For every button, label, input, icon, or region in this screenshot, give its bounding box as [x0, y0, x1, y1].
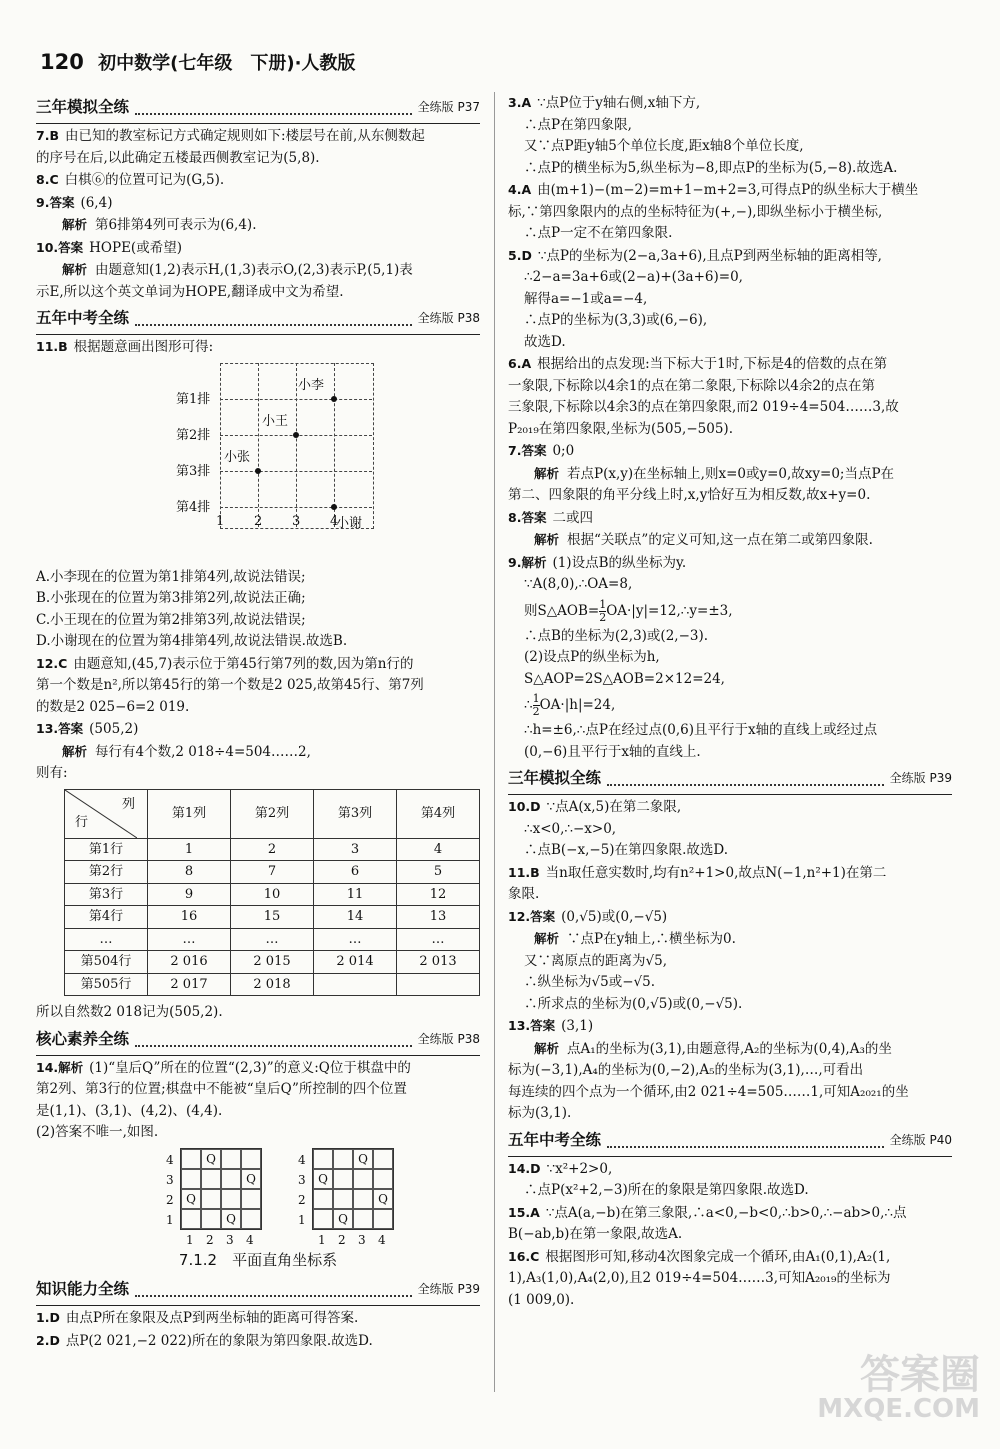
table-row: 第2行 8 7 6 5	[65, 861, 480, 884]
answer-14: 14.解析 (1)“皇后Q”所在的位置“(2,3)”的意义:Q位于棋盘中的	[36, 1059, 411, 1076]
right-column: 3.A ∵点P位于y轴右侧,x轴下方, ∴点P在第四象限, 又∵点P距y轴5个单位长度,距x轴8个单位长度, ∴点P的横坐标为5,纵坐标为−8,即点P的坐标为(5,−8).故选A. 4.A 由(m+1)−(m−2)=m+1−m+2=3,可得点P的纵坐标大于横坐 标,∵第四象限内的点的坐标特征为(+,−),即纵坐标小于横坐标, ∴点P一定不在第四象限. 5.D ∵点P的坐标为(2−a,3a+6),且点P到两坐标轴的距离相等, ∴2−a=3a+6或(2−a)+(3a+6)=0, 解得a=−1或a=−4, ∴点P的坐标为(3,3)或(6,−6), 故选D. 6.A 根据给出的点发现:当下标大于1时,下标是4的倍数的点在第 一象限,下标除以4余1的点在第二象限,下标除以4余2的点在第 三象限,下标除以4余3的点在第四象限,而2 019÷4=504……3,故 P₂₀₁₉在第四象限,坐标为(505,−505). 7.答案 0;0 解析 若点P(x,y)在坐标轴上,则x=0或y=0,故xy=0;当点P在 第二、四象限的角平分线上时,x,y恰好互为相反数,故x+y=0. 8.答案 二或四 解析 根据“关联点”的定义可知,这一点在第二或第四象限. 9.解析 (1)设点B的纵坐标为y. ∵A(8,0),∴OA=8, 则S△AOB= $\frac{1}{2}$ OA·|y|=12,∴y=±3, ∴点B的坐标为(2,3)或(2,−3). (2)设点P的纵坐标为h, S△AOP=2S△AOB=2×12=24, ∴ $\frac{1}{2}$ OA·|h|=24, ∴h=±6,∴点P在经过点(0,6)且平行于x轴的直线上或经过点 (0,−6)且平行于x轴的直线上. 三年模拟全练 全练版 P39 10.D ∵点A(x,5)在第二象限, ∴x<0,∴−x>0, ∴点B(−x,−5)在第四象限.故选D. 11.B 当n取任意实数时,均有n²+1>0,故点N(−1,n²+1)在第二 象限. 12.答案 (0,√5)或(0,−√5) 解析 ∵点P在y轴上,∴横坐标为0. 又∵离原点的距离为√5, ∴纵坐标为√5或−√5. ∴所求点的坐标为(0,√5)或(0,−√5). 13.答案 (3,1) 解析 点A₁的坐标为(3,1),由题意得,A₂的坐标为(0,4),A₃的坐 标为(−3,1),A₄的坐标为(0,−2),A₅的坐标为(3,1),…,可看出 每连续的四个点为一个循环,由2 021÷4=505……1,可知A₂₀₂₁的坐 标为(3,1). 五年中考全练 全练版 P40 14.D ∵x²+2>0, ∴点P(x²+2,−3)所在的象限是第四象限.故选D. 15.A ∵点A(a,−b)在第三象限,∴a<0,−b<0,∴b>0,∴−ab>0,∴点 B(−ab,b)在第一象限,故选A. 16.C 根据图形可知,移动4次图象完成一个循环,由A₁(0,1),A₂(1, 1),A₃(1,0),A₄(2,0),且2 019÷4=504……3,可知A₂₀₁₉的坐标为 (1 009,0).	[508, 92, 952, 1311]
page-number: 120	[40, 50, 84, 74]
answer-7: 7.B 由已知的教室标记方式确定规则如下:楼层号在前,从东侧数起	[36, 128, 425, 144]
section-header: 核心素养全练 全练版 P38	[36, 1027, 480, 1053]
chess-board: 4 3 2 1 Q Q Q Q 1 2 3 4	[166, 1148, 276, 1232]
answer-9: 9.答案 (6,4)	[36, 194, 113, 211]
book-title: 初中数学(七年级 下册)·人教版	[98, 53, 356, 74]
answer-13r: 13.答案 (3,1)	[508, 1018, 594, 1034]
section-header: 三年模拟全练 全练版 P37	[36, 95, 480, 121]
answer-7r: 7.答案 0;0	[508, 443, 575, 459]
name-xiaowang: 小王	[262, 413, 289, 429]
left-column: 三年模拟全练 全练版 P37 7.B 由已知的教室标记方式确定规则如下:楼层号在前,从东侧数起 的序号在后,以此确定五楼最西侧教室记为(5,8). 8.C 白棋⑥的位置可记为(G,5). 9.答案 (6,4) 解析 第6排第4列可表示为(6,4). 10.答案 HOPE(或希望) 解析 由题意知(1,2)表示H,(1,3)表示O,(2,3)表示P,(5,1)表 示E,所以这个英文单词为HOPE,翻译成中文为希望. 五年中考全练 全练版 P38 11.B 根据题意画出图形可得: 第1排 第2排 第3排 第4排 1 2 3 4 小李 小王 小张 小谢 A.小李现在的位置为第1排第4列,故说法错误; B.小张现在的位置为第3排第2列,故说法正确; C.小王现在的位置为第2排第3列,故说法错误; D.小谢现在的位置为第4排第4列,故说法错误.故选B. 12.C 由题意知,(45,7)表示位于第45行第7列的数,因为第n行的 第一个数是n²,所以第45行的第一个数是2 025,故第45行、第7列 的数是2 025−6=2 019. 13.答案 (505,2) 解析 每行有4个数,2 018÷4=504……2, 则有: 列 行 第1列 第2列 第3列 第4列 第1行 1 2 3 4 第2行 8 7 6 5 第3行 9 10 11 12 第4行 16 15 14 13 … … … … … 第504行 2 016 2 015 2 014 2 013 第505行 2 017 2 018 所以自然数2 018记为(505,2). 核心素养全练 全练版 P38 14.解析 (1)“皇后Q”所在的位置“(2,3)”的意义:Q位于棋盘中的 第2列、第3行的位置;棋盘中不能被“皇后Q”所控制的四个位置 是(1,1)、(3,1)、(4,2)、(4,4). (2)答案不唯一,如图. 4 3 2 1 Q Q Q Q 1 2 3 4 4 3 2 1 Q Q Q Q 1 2 3 4 7.1.2 平面直角坐标系 知识能力全练 全练版 P39 1.D 由点P所在象限及点P到两坐标轴的距离可得答案. 2.D 点P(2 021,−2 022)所在的象限为第四象限.故选D.	[36, 92, 480, 1352]
number-table: 列 行 第1列 第2列 第3列 第4列 第1行 1 2 3 4 第2行 8 7 6 5 第3行 9 10 11 12 第4行 16 15 14 13 … … … … … 第504行 2 016 2 015 2 014 2 013 第505行 2 017 2 018	[64, 789, 480, 997]
table-row: 第504行 2 016 2 015 2 014 2 013	[65, 951, 480, 974]
chess-board: 4 3 2 1 Q Q Q Q 1 2 3 4	[298, 1148, 408, 1232]
answer-16: 16.C 根据图形可知,移动4次图象完成一个循环,由A₁(0,1),A₂(1,	[508, 1248, 891, 1265]
table-row: 第505行 2 017 2 018	[65, 973, 480, 996]
table-row: 第1行 1 2 3 4	[65, 838, 480, 861]
page-header	[40, 52, 355, 75]
section-header: 知识能力全练 全练版 P39	[36, 1277, 480, 1303]
section-header: 五年中考全练 全练版 P38	[36, 306, 480, 332]
section-header: 五年中考全练 全练版 P40	[508, 1128, 952, 1154]
subsection-title: 7.1.2 平面直角坐标系	[178, 1250, 338, 1269]
table-corner: 列 行	[65, 789, 148, 838]
answer-6: 6.A 根据给出的点发现:当下标大于1时,下标是4的倍数的点在第	[508, 356, 888, 372]
section-header: 三年模拟全练 全练版 P39	[508, 766, 952, 792]
name-xiaoli: 小李	[298, 377, 325, 393]
answer-3: 3.A ∵点P位于y轴右侧,x轴下方,	[508, 95, 701, 111]
answer-8r: 8.答案 二或四	[508, 509, 593, 526]
seat-grid-figure: 第1排 第2排 第3排 第4排 1 2 3 4 小李 小王 小张 小谢	[176, 363, 476, 563]
table-row: … … … … …	[65, 928, 480, 951]
answer-12: 12.C 由题意知,(45,7)表示位于第45行第7列的数,因为第n行的	[36, 655, 414, 672]
name-xiaozhang: 小张	[224, 449, 251, 465]
table-row: 第4行 16 15 14 13	[65, 906, 480, 929]
answer-5: 5.D ∵点P的坐标为(2−a,3a+6),且点P到两坐标轴的距离相等,	[508, 247, 882, 264]
answer-13: 13.答案 (505,2)	[36, 721, 139, 737]
answer-8: 8.C 白棋⑥的位置可记为(G,5).	[36, 172, 225, 188]
watermark-logo: 答案圈 MXQE.COM	[817, 1352, 980, 1424]
answer-4: 4.A 由(m+1)−(m−2)=m+1−m+2=3,可得点P的纵坐标大于横坐	[508, 182, 919, 198]
answer-15: 15.A ∵点A(a,−b)在第三象限,∴a<0,−b<0,∴b>0,∴−ab>0,∴点	[508, 1204, 907, 1221]
answer-12r: 12.答案 (0,√5)或(0,−√5)	[508, 908, 668, 925]
answer-10: 10.答案 HOPE(或希望)	[36, 239, 182, 256]
table-row: 第3行 9 10 11 12	[65, 883, 480, 906]
name-xiaoxie: 小谢	[336, 515, 363, 531]
answer-9r: 9.解析 (1)设点B的纵坐标为y.	[508, 554, 687, 571]
answer-11: 11.B 根据题意画出图形可得:	[36, 339, 214, 355]
answer-1: 1.D 由点P所在象限及点P到两坐标轴的距离可得答案.	[36, 1310, 359, 1326]
answer-10r: 10.D ∵点A(x,5)在第二象限,	[508, 799, 682, 815]
answer-2: 2.D 点P(2 021,−2 022)所在的象限为第四象限.故选D.	[36, 1332, 373, 1349]
column-divider	[494, 92, 495, 1392]
chess-boards	[166, 1148, 480, 1247]
answer-14r: 14.D ∵x²+2>0,	[508, 1160, 613, 1177]
answer-11r: 11.B 当n取任意实数时,均有n²+1>0,故点N(−1,n²+1)在第二	[508, 864, 887, 881]
